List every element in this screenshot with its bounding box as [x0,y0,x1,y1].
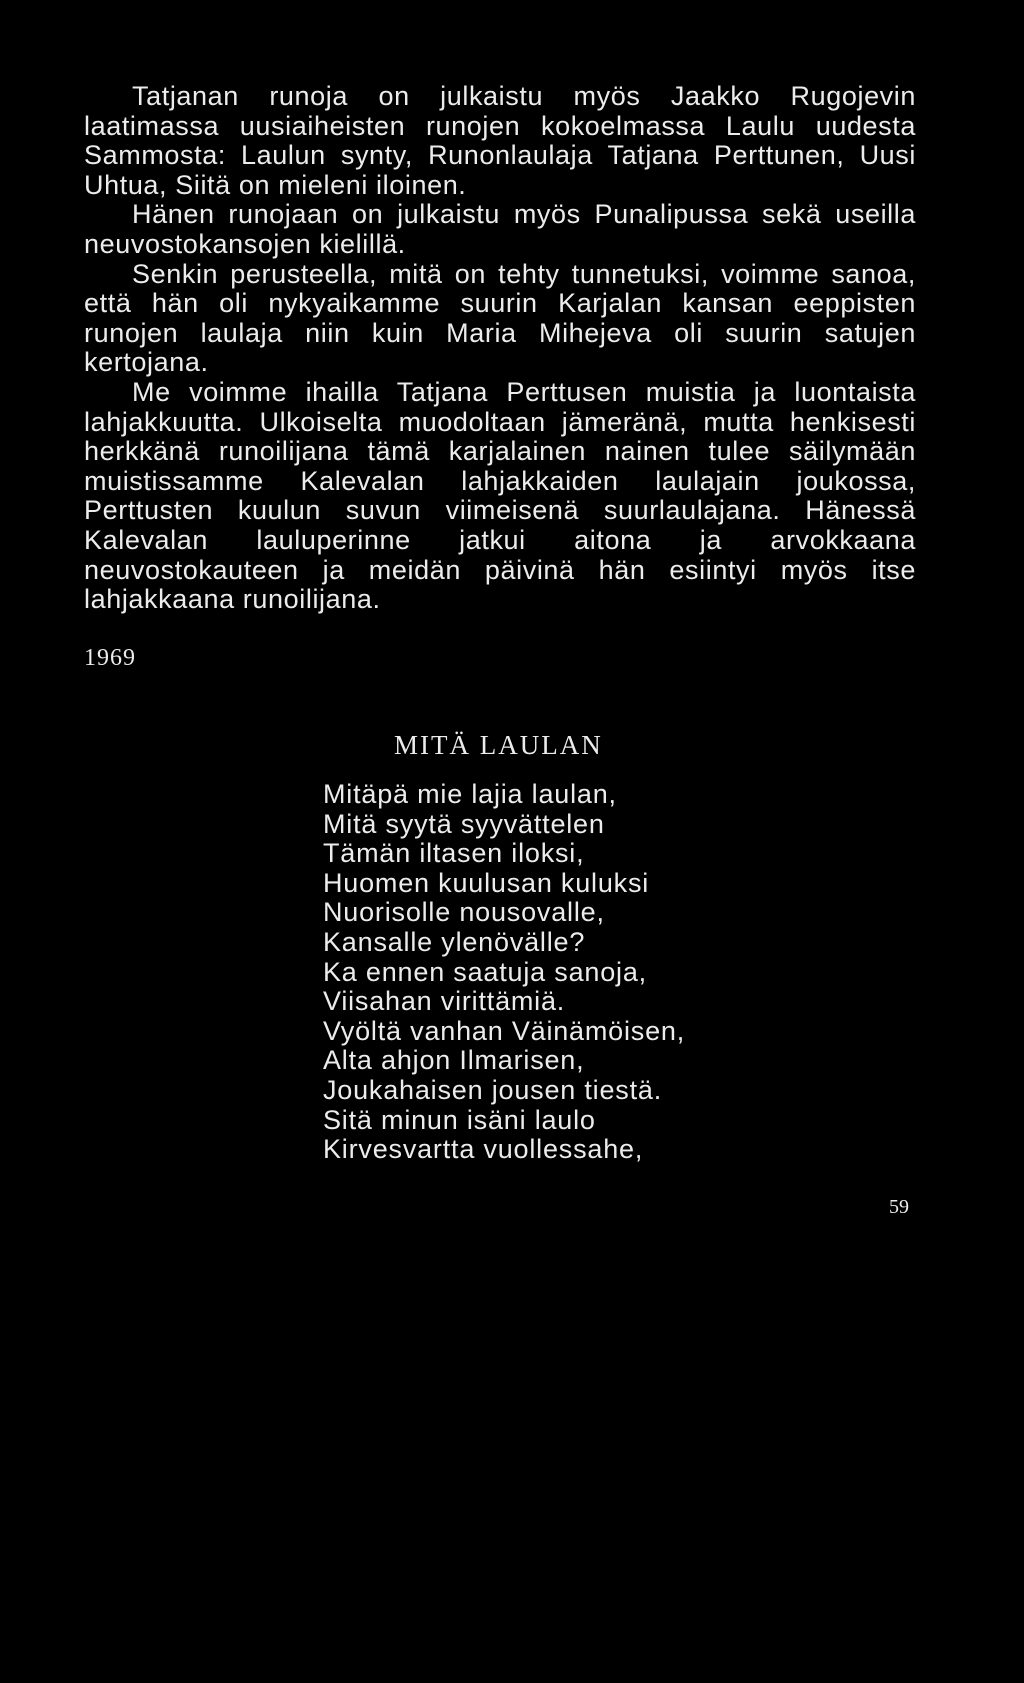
poem-line: Tämän iltasen iloksi, [323,838,585,869]
poem-line: Joukahaisen jousen tiestä. [323,1074,663,1105]
poem-line: Ka ennen saatuja sanoja, [323,956,647,987]
paragraph: Senkin perusteella, mitä on tehty tunnetuksi, voimme sanoa, että hän oli nykyaikamme suurin Karjalan kansan eeppisten runojen laulaja niin kuin Maria Mihejeva oli suurin satujen kertojana. [84,258,916,378]
poem-line: Sitä minun isäni laulo [323,1104,596,1135]
poem-line: Nuorisolle nousovalle, [323,897,605,928]
poem-line: Kirvesvartta vuollessahe, [323,1134,644,1165]
poem-line: Alta ahjon Ilmarisen, [323,1045,585,1076]
poem-line: Mitä syytä syyvättelen [323,808,605,839]
poem-line: Mitäpä mie lajia laulan, [323,779,617,809]
body-text [84,82,916,615]
poem-line: Huomen kuulusan kuluksi [323,867,650,898]
year: 1969 [84,645,136,671]
poem [323,780,685,1165]
poem-title: MITÄ LAULAN [394,730,603,760]
poem-line: Vyöltä vanhan Väinämöisen, [323,1015,686,1046]
paragraph: Me voimme ihailla Tatjana Perttusen muistia ja luontaista lahjakkuutta. Ulkoiselta muodoltaan jämeränä, mutta henkisesti herkkänä runoilijana tämä karjalainen nainen tulee säilymään muistissamme Kalevalan lahjakkaiden laulajain joukossa, Perttusten kuulun suvun viimeisenä suurlaulajana. Hänessä Kalevalan lauluperinne jatkui aitona ja arvokkaana neuvostokauteen ja meidän päivinä hän esiintyi myös itse lahjakkaana runoilijana. [84,376,916,615]
poem-line: Kansalle ylenövälle? [323,926,586,957]
paragraph: Tatjanan runoja on julkaistu myös Jaakko Rugojevin laatimassa uusiaiheisten runojen kokoelmassa Laulu uudesta Sammosta: Laulun synty, Runonlaulaja Tatjana Perttunen, Uusi Uhtua, Siitä on mieleni iloinen. [84,81,916,200]
poem-line: Viisahan virittämiä. [323,986,566,1017]
paragraph: Hänen runojaan on julkaistu myös Punalipussa sekä useilla neuvostokansojen kielillä. [84,199,916,259]
page-number: 59 [889,1196,909,1218]
